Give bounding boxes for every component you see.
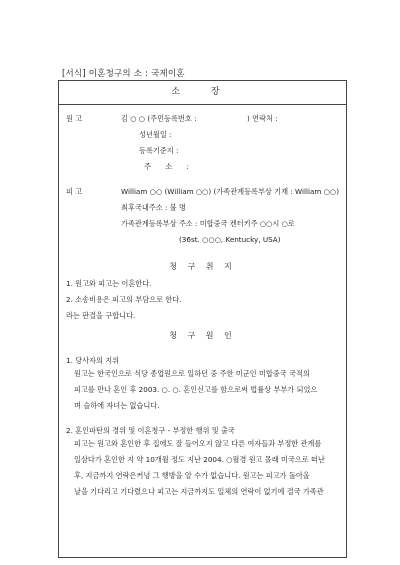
paragraph-line: 후, 지금까지 연락은커녕 그 행방을 알 수가 없습니다. 원고는 피고가 돌아올	[74, 471, 310, 480]
cause-heading: 청 구 원 인	[169, 331, 236, 340]
complaint-form	[58, 80, 347, 558]
plaintiff-role: 원 고	[66, 114, 83, 123]
claim-item: 1. 원고와 피고는 이혼한다.	[66, 279, 152, 288]
paragraph-line: 피고를 만나 혼인 후 2003. ○. ○. 혼인신고를 함으로써 법률상 부부가 되었으	[74, 385, 318, 394]
section2-paragraph	[74, 436, 325, 500]
defendant-last-address: 최후국내주소 : 불 명	[121, 203, 186, 212]
paragraph-line: 일삼다가 혼인한 지 약 10개월 정도 지난 2004. ○월경 원고 몰래 미국으로 떠난	[74, 455, 325, 464]
section1-paragraph	[74, 366, 317, 414]
paragraph-line: 피고는 원고와 혼인한 후 집에도 잘 들어오지 않고 다른 여자들과 부정한 관계를	[74, 439, 322, 448]
section1-title: 1. 당사자의 지위	[66, 356, 120, 365]
paragraph-line: 원고는 한국인으로 식당 종업원으로 일하던 중 주한 미군인 미합중국 국적의	[74, 369, 310, 378]
claim-item: 2. 소송비용은 피고의 부담으로 한다.	[66, 295, 182, 304]
defendant-role: 피 고	[66, 187, 83, 196]
plaintiff-address: 주 소 :	[144, 162, 195, 171]
defendant-registry-address-cont: (36st. ○○○, Kentucky, USA)	[179, 235, 281, 244]
claim-heading: 청 구 취 지	[169, 262, 236, 271]
paragraph-line: 며 슬하에 자녀는 없습니다.	[74, 401, 160, 410]
claim-closing: 라는 판결을 구합니다.	[66, 311, 136, 320]
section2-title: 2. 혼인파탄의 경위 및 이혼청구 - 부정한 행위 및 출국	[66, 426, 235, 435]
defendant-registry-address: 가족관계등록부상 주소 : 미합중국 켄터키주 ○○시 ○로	[121, 219, 295, 228]
plaintiff-birth: 성년월일 :	[139, 130, 172, 139]
document-title: 소 장	[59, 81, 346, 105]
plaintiff-registry: 등록기준지 :	[139, 146, 179, 155]
paragraph-line: 날을 기다리고 기다렸으나 피고는 지금까지도 일체의 연락이 없기에 결국 가족관	[74, 487, 324, 496]
plaintiff-contact: ) 연락처 :	[247, 114, 278, 123]
defendant-name: William ○○ (William ○○) (가족관계등록부상 기재 : William ○○)	[121, 187, 340, 196]
document-caption: [서식] 이혼청구의 소 : 국제이혼	[62, 69, 185, 79]
plaintiff-name: 김 ○ ○ (주민등록번호 :	[121, 114, 197, 123]
